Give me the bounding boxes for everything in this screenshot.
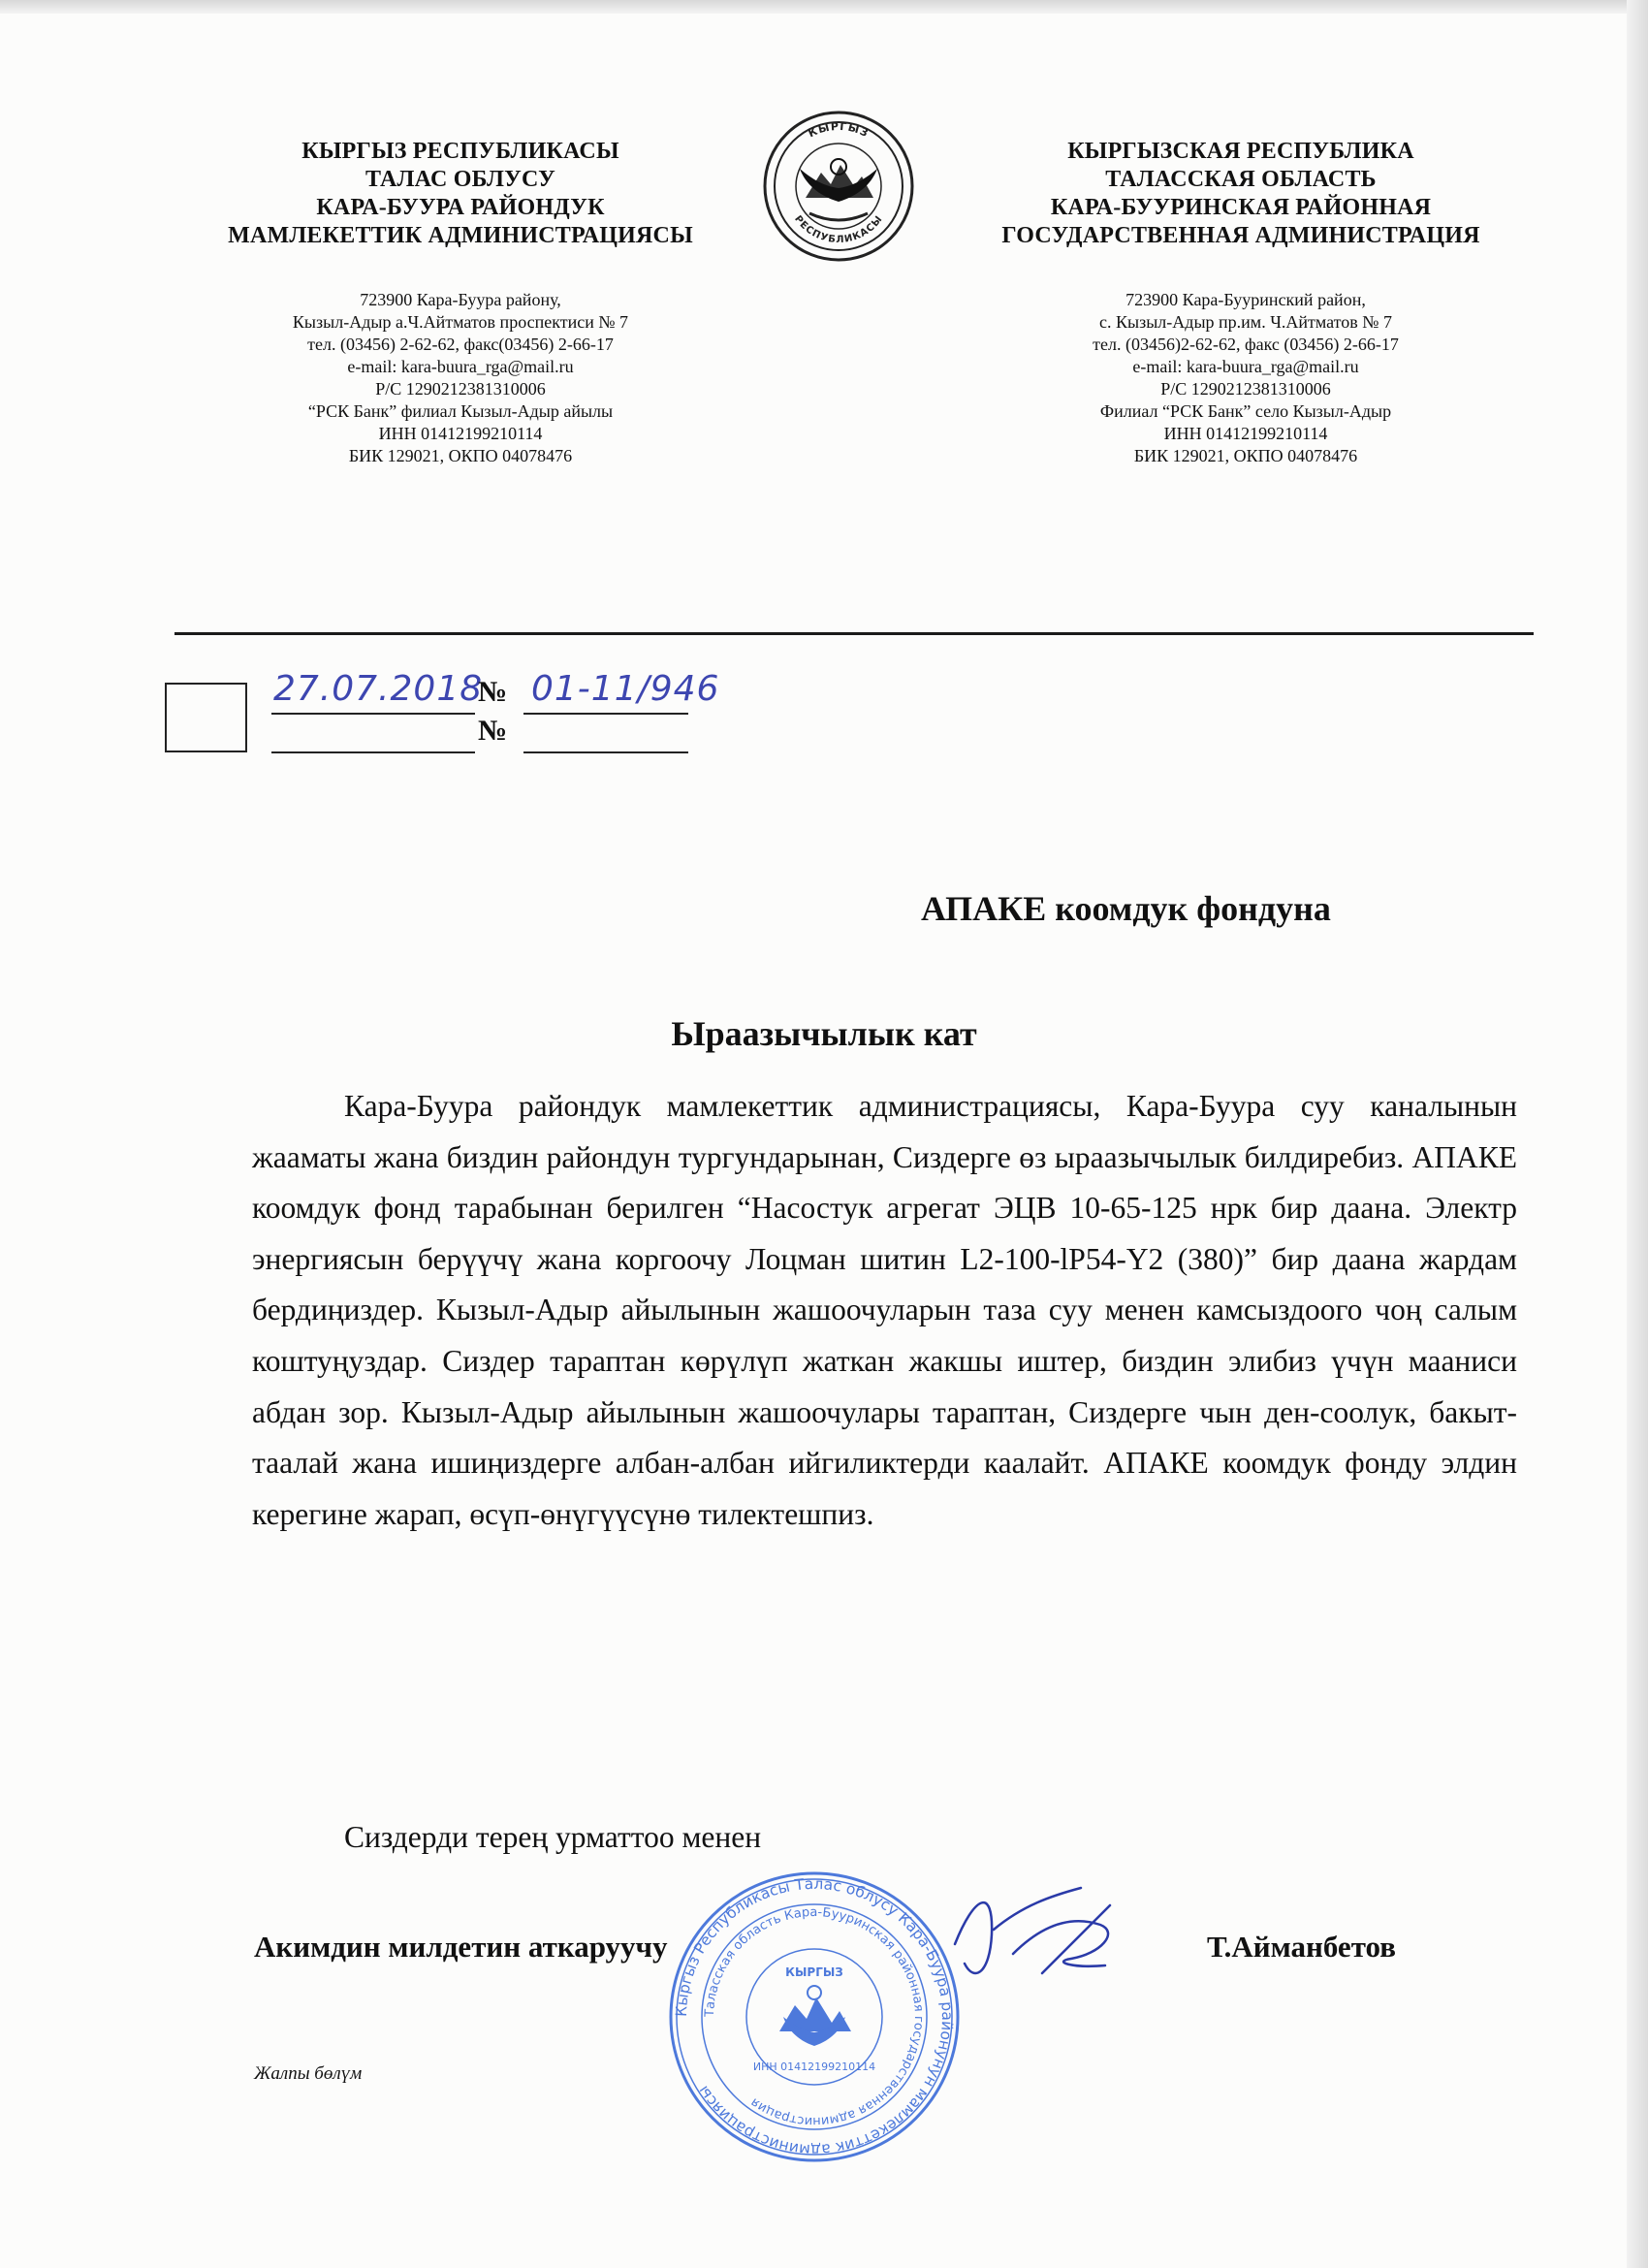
letter-title: Ыраазычылык кат bbox=[671, 1014, 977, 1053]
address-line: БИК 129021, ОКПО 04078476 bbox=[1133, 446, 1358, 465]
number-underline-2 bbox=[523, 751, 688, 753]
stamp-inn-text: ИНН 01412199210114 bbox=[752, 2060, 876, 2073]
header-line: КАРА-БУУРИНСКАЯ РАЙОННАЯ bbox=[1050, 195, 1432, 220]
address-line: Р/С 1290212381310006 bbox=[375, 379, 546, 399]
date-underline-2 bbox=[271, 751, 475, 753]
scan-edge-right bbox=[1627, 0, 1648, 2268]
stamp-emblem-icon bbox=[779, 1986, 851, 2046]
kyrgyz-coat-of-arms-icon bbox=[761, 109, 916, 264]
header-line: КЫРГЫЗ РЕСПУБЛИКАСЫ bbox=[301, 139, 619, 164]
address-line: Р/С 1290212381310006 bbox=[1160, 379, 1331, 399]
emblem-text-top: КЫРГЫЗ bbox=[806, 119, 872, 141]
address-line: 723900 Кара-Бууринский район, bbox=[1125, 290, 1366, 309]
number-underline bbox=[523, 713, 688, 715]
address-line: Филиал “РСК Банк” село Кызыл-Адыр bbox=[1099, 401, 1392, 421]
stamp-inner-text: Таласская область Кара-Бууринская районная государственная администрация bbox=[702, 1904, 927, 2129]
number-sign-2: № bbox=[478, 715, 508, 747]
addressee: АПАКЕ коомдук фондуна bbox=[921, 889, 1331, 928]
address-line: ИНН 01412199210114 bbox=[378, 424, 543, 443]
stamp-outer-text: Кыргыз Республикасы Талас облусу Кара-Буура районунун мамлекеттик администрациясы bbox=[672, 1874, 957, 2159]
header-right-russian bbox=[950, 138, 1532, 250]
address-line: с. Кызыл-Адыр пр.им. Ч.Айтматов № 7 bbox=[1099, 312, 1392, 332]
address-line: тел. (03456) 2-62-62, факс(03456) 2-66-17 bbox=[307, 335, 614, 354]
header-left-kyrgyz bbox=[189, 138, 732, 250]
header-line: МАМЛЕКЕТТИК АДМИНИСТРАЦИЯСЫ bbox=[228, 223, 693, 248]
address-line: Кызыл-Адыр а.Ч.Айтматов проспектиси № 7 bbox=[292, 312, 629, 332]
official-stamp bbox=[659, 1862, 969, 2172]
header-line: ТАЛАССКАЯ ОБЛАСТЬ bbox=[1105, 167, 1377, 192]
address-line: “РСК Банк” филиал Кызыл-Адыр айылы bbox=[307, 401, 614, 421]
header-divider bbox=[174, 632, 1534, 635]
date-underline bbox=[271, 713, 475, 715]
header-line: КЫРГЫЗСКАЯ РЕСПУБЛИКА bbox=[1067, 139, 1414, 164]
body-paragraph: Кара-Буура райондук мамлекеттик администрациясы, Кара-Буура суу каналынын жааматы жана биздин райондун тургундарынан, Сиздерге өз ыраазычылык билдиребиз. АПАКЕ коомдук фонд тарабынан берилген “Насостук агрегат ЭЦВ 10-65-125 нрк бир даана. Электр энергиясын берүүчү жана коргоочу Лоцман шитин L2-100-lP54-Y2 (380)” бир даана жардам бердиңиздер. Кызыл-Адыр айылынын жашоочуларын таза суу менен камсыздоого чоң салым коштуңуздар. Сиздер тараптан көрүлүп жаткан жакшы иштер, биздин элибиз үчүн мааниси абдан зор. Кызыл-Адыр айылынын жашоочулары тараптан, Сиздерге чын ден-соолук, бакыт-таалай жана ишиңиздерге албан-албан ийгиликтерди каалайт. АПАКЕ коомдук фонду элдин керегине жарап, өсүп-өнүгүүсүнө тилектешпиз. bbox=[252, 1089, 1517, 1531]
svg-text:КЫРГЫЗ bbox=[807, 120, 872, 140]
address-line: e-mail: kara-buura_rga@mail.ru bbox=[347, 357, 574, 376]
header-line: ГОСУДАРСТВЕННАЯ АДМИНИСТРАЦИЯ bbox=[1001, 223, 1480, 248]
address-right bbox=[974, 289, 1517, 467]
department-note: Жалпы бөлүм bbox=[254, 2063, 363, 2084]
signer-name: Т.Айманбетов bbox=[1207, 1930, 1396, 1964]
letter-body bbox=[252, 1081, 1517, 1540]
emblem-text-bottom: РЕСПУБЛИКАСЫ bbox=[792, 213, 885, 246]
reference-box bbox=[165, 683, 247, 752]
header-line: ТАЛАС ОБЛУСУ bbox=[365, 167, 555, 192]
closing-phrase: Сиздерди терең урматтоо менен bbox=[344, 1820, 762, 1854]
address-line: тел. (03456)2-62-62, факс (03456) 2-66-17 bbox=[1093, 335, 1399, 354]
stamp-center-text: КЫРГЫЗ bbox=[785, 1965, 843, 1979]
number-sign: № bbox=[478, 676, 508, 708]
handwritten-signature bbox=[935, 1876, 1139, 2002]
address-left bbox=[208, 289, 713, 467]
address-line: БИК 129021, ОКПО 04078476 bbox=[348, 446, 573, 465]
address-line: ИНН 01412199210114 bbox=[1163, 424, 1328, 443]
signer-title: Акимдин милдетин аткаруучу bbox=[254, 1930, 668, 1964]
scan-edge-top bbox=[0, 0, 1648, 14]
header-line: КАРА-БУУРА РАЙОНДУК bbox=[316, 195, 605, 220]
address-line: 723900 Кара-Буура району, bbox=[360, 290, 561, 309]
handwritten-date: 27.07.2018 bbox=[273, 669, 484, 709]
address-line: e-mail: kara-buura_rga@mail.ru bbox=[1132, 357, 1359, 376]
handwritten-number: 01-11/946 bbox=[531, 669, 720, 709]
